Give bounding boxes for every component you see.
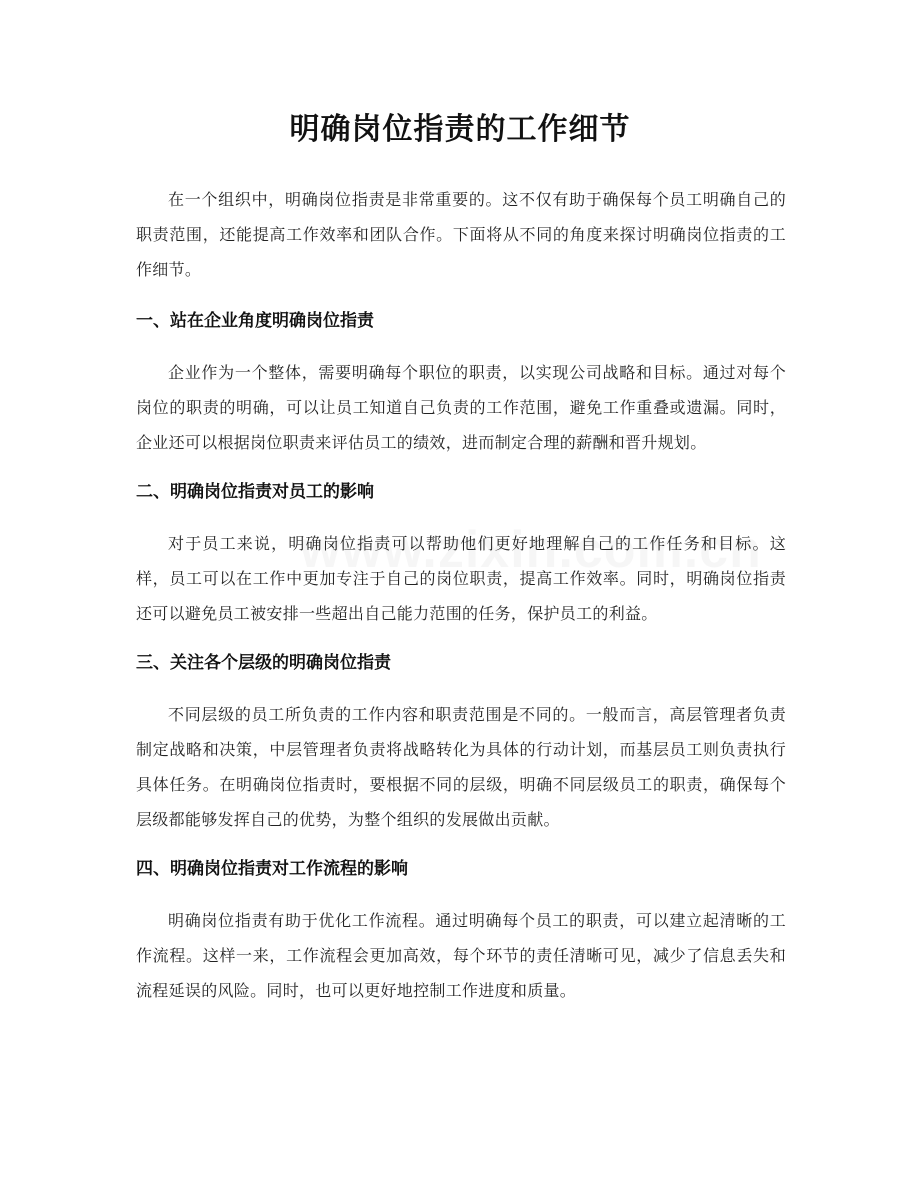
section-1-heading: 一、站在企业角度明确岗位指责 (136, 311, 374, 331)
document-title: 明确岗位指责的工作细节 (289, 112, 631, 147)
section-1-paragraph: 企业作为一个整体，需要明确每个职位的职责，以实现公司战略和目标。通过对每个岗位的职责的明确，可以让员工知道自己负责的工作范围，避免工作重叠或遗漏。同时，企业还可以根据岗位职责来评估员工的绩效，进而制定合理的薪酬和晋升规划。 (136, 363, 786, 452)
section-2-heading: 二、明确岗位指责对员工的影响 (136, 482, 374, 502)
section-3-paragraph: 不同层级的员工所负责的工作内容和职责范围是不同的。一般而言，高层管理者负责制定战略和决策，中层管理者负责将战略转化为具体的行动计划，而基层员工则负责执行具体任务。在明确岗位指责时，要根据不同的层级，明确不同层级员工的职责，确保每个层级都能够发挥自己的优势，为整个组织的发展做出贡献。 (136, 705, 786, 829)
intro-paragraph: 在一个组织中，明确岗位指责是非常重要的。这不仅有助于确保每个员工明确自己的职责范围，还能提高工作效率和团队合作。下面将从不同的角度来探讨明确岗位指责的工作细节。 (136, 190, 786, 279)
document-body (136, 182, 786, 1008)
section-4-paragraph: 明确岗位指责有助于优化工作流程。通过明确每个员工的职责，可以建立起清晰的工作流程。这样一来，工作流程会更加高效，每个环节的责任清晰可见，减少了信息丢失和流程延误的风险。同时，也可以更好地控制工作进度和质量。 (136, 911, 786, 1000)
section-2-paragraph: 对于员工来说，明确岗位指责可以帮助他们更好地理解自己的工作任务和目标。这样，员工可以在工作中更加专注于自己的岗位职责，提高工作效率。同时，明确岗位指责还可以避免员工被安排一些超出自己能力范围的任务，保护员工的利益。 (136, 534, 786, 623)
section-4-heading: 四、明确岗位指责对工作流程的影响 (136, 859, 408, 879)
section-3-heading: 三、关注各个层级的明确岗位指责 (136, 653, 391, 673)
